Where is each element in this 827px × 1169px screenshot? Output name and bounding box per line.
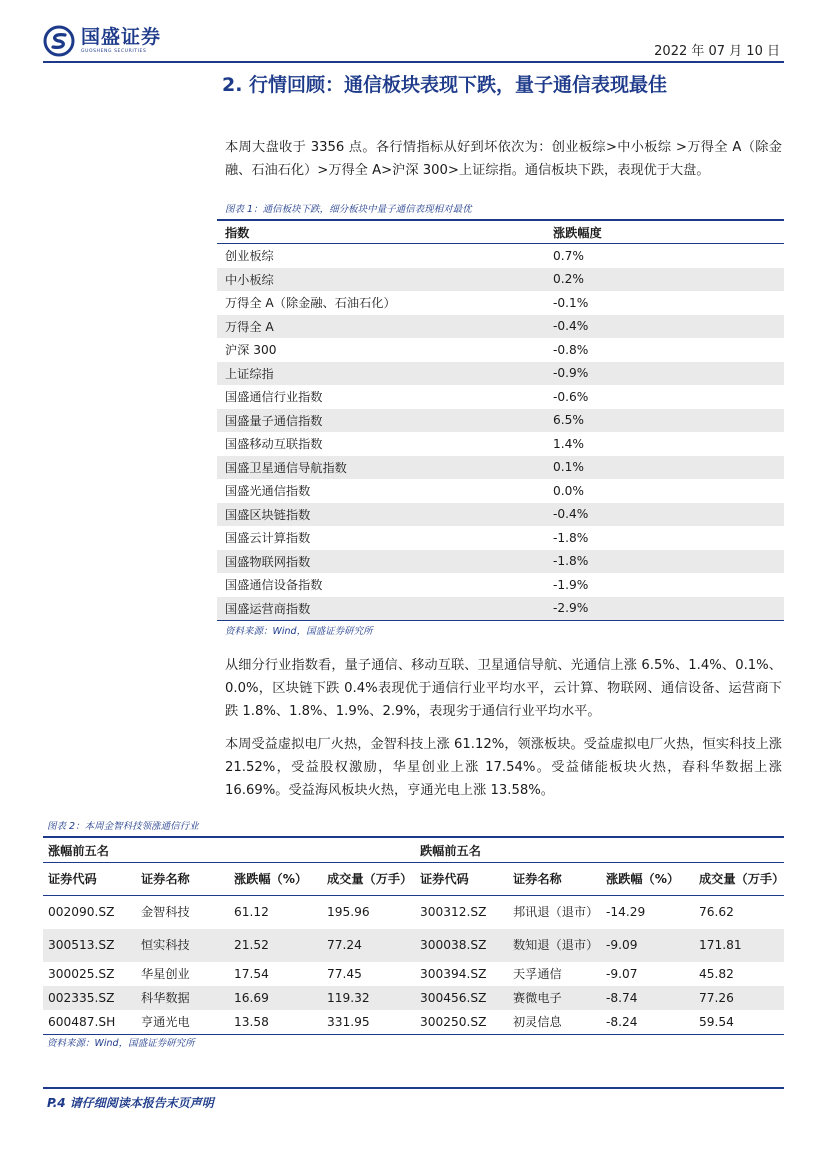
table-row [43,962,784,986]
cell-change: -2.9% [545,597,784,621]
column-header-col-code: 证券代码 [43,863,136,896]
index-performance-table [217,219,784,621]
cell-name: 赛微电子 [508,986,601,1010]
cell-change: -9.09 [601,929,694,962]
cell-change: -8.24 [601,1010,694,1035]
page-footer: P.4 请仔细阅读本报告末页声明 [47,1096,214,1110]
top-movers-table [43,836,784,1035]
column-header-col-volume: 成交量（万手） [322,863,415,896]
cell-volume: 171.81 [694,929,784,962]
cell-volume: 59.54 [694,1010,784,1035]
cell-code: 300513.SZ [43,929,136,962]
column-header-col-code: 证券代码 [415,863,508,896]
table-header-row [43,863,784,896]
cell-index-name: 国盛移动互联指数 [225,437,323,452]
cell-code: 300250.SZ [415,1010,508,1035]
cell-change: -1.8% [553,530,589,545]
cell-change: -0.4% [545,315,784,339]
cell-index-name: 上证综指 [217,362,545,386]
cell-change: 0.2% [545,268,784,292]
table2-caption: 图表 2：本周金智科技领涨通信行业 [47,821,199,832]
table-row [217,409,784,433]
table-row [217,597,784,621]
cell-index-name: 中小板综 [217,268,545,292]
cell-name: 华星创业 [141,966,190,981]
footer-divider [43,1087,784,1089]
cell-code: 002335.SZ [43,986,136,1010]
cell-volume: 77.26 [694,986,784,1010]
logo-text: 国盛证券 [81,25,162,48]
cell-index-name: 创业板综 [225,249,274,264]
cell-index-name: 国盛通信行业指数 [225,390,323,405]
cell-index-name: 国盛通信设备指数 [225,578,323,593]
cell-index-name: 国盛云计算指数 [225,531,311,546]
column-header-col-name: 证券名称 [508,863,601,896]
cell-volume: 119.32 [322,986,415,1010]
cell-index-name: 万得全 A（除金融、石油石化） [225,296,396,311]
table-row [217,550,784,574]
cell-index-name: 国盛区块链指数 [217,503,545,527]
company-logo [43,24,183,58]
table-row [43,929,784,962]
group-header-losers: 跌幅前五名 [415,837,784,863]
table-row [43,986,784,1010]
cell-name: 数知退（退市） [508,929,601,962]
cell-code: 600487.SH [43,1010,136,1035]
cell-volume: 77.45 [327,966,362,981]
cell-change: 1.4% [553,436,584,451]
table-row [217,338,784,362]
paragraph-market-summary: 本周大盘收于 3356 点。各行情指标从好到坏依次为：创业板综>中小板综 >万得全 A（除金融、石油石化）>万得全 A>沪深 300>上证综指。通信板块下跌，表现优于大盘。 [225,140,782,178]
column-header-col-name: 证券名称 [136,863,229,896]
table-row [217,291,784,315]
cell-index-name: 国盛光通信指数 [225,484,311,499]
cell-index-name: 国盛物联网指数 [217,550,545,574]
table1-caption: 图表 1：通信板块下跌，细分板块中量子通信表现相对最优 [225,204,472,215]
table2-source: 资料来源：Wind，国盛证券研究所 [47,1038,195,1049]
cell-code: 300312.SZ [420,905,487,919]
cell-volume: 77.24 [322,929,415,962]
cell-index-name: 沪深 300 [225,343,277,358]
cell-index-name: 国盛卫星通信导航指数 [217,456,545,480]
column-header-col-change: 涨跌幅（%） [601,863,694,896]
cell-change: -0.1% [553,295,589,310]
cell-change: 21.52 [229,929,322,962]
column-header-col-change: 涨跌幅（%） [229,863,322,896]
cell-volume: 195.96 [327,905,370,919]
table-row [217,503,784,527]
cell-change: -0.6% [553,389,589,404]
cell-code: 002090.SZ [48,905,115,919]
table-row [217,526,784,550]
table1-source: 资料来源：Wind，国盛证券研究所 [225,626,373,637]
cell-volume: 45.82 [699,966,734,981]
header-divider [43,61,784,63]
cell-change: 13.58 [229,1010,322,1035]
cell-change: -9.07 [606,966,638,981]
section-title: 2. 行情回顾：通信板块表现下跌，量子通信表现最佳 [222,74,668,96]
cell-change: -14.29 [606,905,646,919]
table-row [217,456,784,480]
cell-name: 恒实科技 [136,929,229,962]
table-row [217,573,784,597]
cell-index-name: 国盛运营商指数 [217,597,545,621]
table-group-row [43,837,784,863]
cell-code: 300025.SZ [48,966,115,981]
cell-change: 0.7% [553,248,584,263]
cell-change: 0.0% [553,483,584,498]
cell-name: 科华数据 [136,986,229,1010]
cell-change: -0.8% [553,342,589,357]
cell-name: 亨通光电 [136,1010,229,1035]
table-header-row [217,220,784,244]
cell-index-name: 国盛量子通信指数 [217,409,545,433]
cell-change: -0.9% [545,362,784,386]
cell-change: 0.1% [545,456,784,480]
table-row [217,362,784,386]
cell-change: 61.12 [234,905,269,919]
table-row [217,479,784,503]
cell-change: -0.4% [545,503,784,527]
cell-name: 金智科技 [141,905,190,919]
column-header-index: 指数 [217,220,545,244]
cell-code: 300394.SZ [420,966,487,981]
cell-name: 天孚通信 [513,966,562,981]
table-row [217,385,784,409]
cell-volume: 331.95 [322,1010,415,1035]
table-row [217,315,784,339]
cell-name: 邦讯退（退市） [513,905,599,919]
cell-code: 300038.SZ [415,929,508,962]
table-row [43,1010,784,1035]
table-row [43,896,784,930]
cell-change: 17.54 [234,966,269,981]
report-date: 2022 年 07 月 10 日 [654,44,780,59]
table-row [217,268,784,292]
cell-name: 初灵信息 [508,1010,601,1035]
cell-change: 6.5% [545,409,784,433]
column-header-change: 涨跌幅度 [545,220,784,244]
table-row [217,432,784,456]
column-header-col-volume: 成交量（万手） [694,863,784,896]
table-row [217,244,784,268]
paragraph-top-stocks: 本周受益虚拟电厂火热，金智科技上涨 61.12%，领涨板块。受益虚拟电厂火热，恒实科技上涨 21.52%，受益股权激励，华星创业上涨 17.54%。受益储能板块火热，春科华数据上涨 16.69%。受益海风板块火热，亨通光电上涨 13.58%。 [225,737,782,798]
cell-change: -1.8% [545,550,784,574]
cell-change: -1.9% [553,577,589,592]
paragraph-subindustry: 从细分行业指数看，量子通信、移动互联、卫星通信导航、光通信上涨 6.5%、1.4%、0.1%、0.0%，区块链下跌 0.4%表现优于通信行业平均水平，云计算、物联网、通信设备、运营商下跌 1.8%、1.8%、1.9%、2.9%，表现劣于通信行业平均水平。 [225,658,782,719]
logo-mark-icon [43,25,75,57]
cell-index-name: 万得全 A [217,315,545,339]
group-header-gainers: 涨幅前五名 [43,837,415,863]
logo-english-text: GUOSHENG SECURITIES [81,48,147,54]
cell-volume: 76.62 [699,905,734,919]
cell-change: -8.74 [601,986,694,1010]
cell-code: 300456.SZ [415,986,508,1010]
cell-change: 16.69 [229,986,322,1010]
